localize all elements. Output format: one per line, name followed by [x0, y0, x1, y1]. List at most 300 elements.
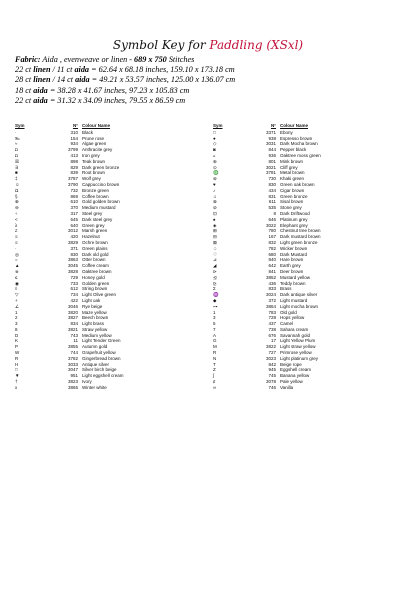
number-cell: 743	[70, 332, 78, 338]
number-cell: 3790	[67, 181, 78, 187]
colour-name-cell: Metal brown	[280, 170, 305, 176]
colour-name-cell: Maze yellow	[82, 309, 107, 315]
symbol-cell: ※	[15, 268, 19, 274]
symbol-cell: ≡	[15, 234, 18, 240]
colour-name-cell: Banana yellow	[280, 373, 310, 379]
number-cell: 839	[70, 170, 78, 176]
symbol-cell: ⊟	[213, 234, 217, 240]
table-header	[213, 123, 408, 129]
number-cell: 732	[70, 187, 78, 193]
number-cell: 372	[268, 297, 276, 303]
colour-name-cell: Light brass	[82, 321, 105, 327]
fabric-line	[15, 86, 405, 96]
symbol-cell: 2	[15, 315, 18, 321]
number-cell: 938	[268, 135, 276, 141]
colour-name-cell: Espresso brown	[280, 135, 313, 141]
number-cell: 3821	[67, 326, 78, 332]
fabric-type: aida	[74, 65, 90, 75]
colour-name-cell: Grapefruit yellow	[82, 350, 116, 356]
number-cell: 840	[268, 257, 276, 263]
number-cell: 642	[268, 263, 276, 269]
symbol-cell: ⊴	[213, 274, 217, 280]
colour-name-cell: Earth grey	[280, 263, 301, 269]
number-cell: 783	[268, 309, 276, 315]
colour-name-cell: Coffee brown	[82, 193, 109, 199]
symbol-cell: ≠	[15, 228, 18, 234]
size-text: = 38.28 x 41.67 inches, 97.23 x 105.83 cm	[47, 85, 190, 95]
number-cell: 3021	[265, 164, 276, 170]
number-cell: 3828	[67, 268, 78, 274]
symbol-cell: ◊	[15, 286, 18, 292]
colour-name-cell: Old gold	[280, 309, 297, 315]
symbol-cell: T	[213, 361, 216, 367]
colour-name-cell: Platinum grey	[280, 216, 308, 222]
number-cell: 3047	[67, 367, 78, 373]
colour-name-cell: Cliff grey	[280, 164, 298, 170]
colour-name-cell: Wicker brown	[280, 245, 308, 251]
size-text: = 31.32 x 34.09 inches, 79.55 x 86.59 cm	[47, 95, 186, 105]
number-cell: 11	[73, 338, 78, 344]
colour-name-cell: Light Tender Green	[82, 338, 121, 344]
colour-name-cell: Golden green	[82, 280, 110, 286]
symbol-cell: G	[213, 338, 217, 344]
number-cell: 436	[268, 280, 276, 286]
symbol-cell: ⊶	[213, 303, 218, 309]
number-cell: 3863	[67, 257, 78, 263]
colour-name-cell: Light Olive green	[82, 292, 117, 298]
number-cell: 728	[268, 315, 276, 321]
number-cell: 936	[268, 152, 276, 158]
symbol-cell: ‰	[15, 135, 20, 141]
symbol-cell: M	[213, 344, 217, 350]
symbol-cell: ∙	[15, 245, 17, 251]
number-cell: 782	[268, 245, 276, 251]
colour-name-cell: Green bronze	[280, 193, 308, 199]
symbol-cell: ▵	[213, 152, 216, 158]
size-text: = 62.64 x 68.18 inches, 159.10 x 173.18 cm	[89, 65, 235, 75]
number-cell: 3045	[67, 263, 78, 269]
header-sym: Sym	[213, 123, 223, 128]
number-cell: 801	[268, 158, 276, 164]
table-row	[213, 385, 408, 391]
symbol-cell: ▽	[15, 292, 19, 298]
symbol-cell: <	[15, 216, 18, 222]
colour-name-cell: Gingerbread brown	[82, 355, 121, 361]
number-cell: 3781	[265, 170, 276, 176]
colour-name-cell: Green plains	[82, 245, 108, 251]
colour-name-cell: Eggshell cream	[280, 367, 312, 373]
number-cell: 3820	[67, 309, 78, 315]
colour-name-cell: Honey gold	[82, 274, 105, 280]
number-cell: 3827	[67, 315, 78, 321]
symbol-cell: ◆	[213, 297, 217, 303]
symbol-cell: ◘	[15, 147, 18, 153]
symbol-cell: ◘	[15, 152, 18, 158]
number-cell: 842	[268, 361, 276, 367]
colour-name-cell: Oaktree moss green	[280, 152, 321, 158]
colour-name-cell: Khaki green	[280, 176, 305, 182]
symbol-cell: N	[213, 355, 217, 361]
number-cell: 640	[70, 222, 78, 228]
number-cell: 733	[70, 280, 78, 286]
colour-name-cell: Light green bronze	[280, 239, 318, 245]
fabric-line	[15, 96, 405, 106]
fabric-type: aida	[75, 75, 90, 85]
symbol-cell: ≤	[15, 274, 18, 280]
number-cell: 869	[70, 193, 78, 199]
symbol-cell: ♥	[213, 181, 216, 187]
number-cell: 535	[268, 205, 276, 211]
symbol-table-left	[15, 123, 210, 391]
colour-name-cell: Hare brown	[280, 257, 304, 263]
symbol-cell: Z	[213, 367, 216, 373]
symbol-cell: ♒	[213, 292, 219, 298]
symbol-cell: R	[15, 355, 19, 361]
number-cell: 3865	[67, 384, 78, 390]
colour-name-cell: Marsh green	[82, 228, 108, 234]
colour-name-cell: Light eggshell cream	[82, 373, 124, 379]
symbol-cell: ▲	[15, 263, 20, 269]
number-cell: 3823	[67, 379, 78, 385]
colour-name-cell: Dark Driftwood	[280, 210, 310, 216]
symbol-cell: §	[15, 193, 18, 199]
symbol-cell: ♤	[213, 245, 218, 251]
symbol-cell: ⊠	[213, 239, 217, 245]
symbol-cell: ≈	[15, 141, 18, 147]
number-cell: 612	[70, 286, 78, 292]
count-prefix: 22 ct	[15, 65, 34, 75]
number-cell: 834	[70, 321, 78, 327]
number-cell: 730	[268, 176, 276, 182]
symbol-cell: D	[15, 332, 19, 338]
colour-name-cell: Oaktree brown	[82, 268, 112, 274]
number-cell: 744	[70, 350, 78, 356]
symbol-cell: Σ	[213, 286, 216, 292]
number-cell: 3023	[265, 355, 276, 361]
colour-name-cell: Beech brown	[82, 315, 109, 321]
number-cell: 370	[70, 205, 78, 211]
symbol-cell: ∃	[15, 164, 18, 170]
symbol-cell: ♪	[213, 187, 216, 193]
fabric-type: aida	[33, 85, 48, 95]
colour-name-cell: Medium yellow	[82, 332, 112, 338]
symbol-cell: λ	[15, 222, 18, 228]
symbol-cell: Ω	[15, 187, 19, 193]
symbol-cell: †	[15, 379, 18, 385]
symbol-cell: ◢	[213, 263, 217, 269]
number-cell: 898	[70, 158, 78, 164]
symbol-cell: ♯	[213, 379, 216, 385]
colour-name-cell: Brass	[280, 286, 292, 292]
colour-name-cell: Black	[82, 129, 94, 135]
number-cell: 3787	[67, 176, 78, 182]
colour-name-cell: Hops yellow	[280, 315, 305, 321]
symbol-cell: ∞	[213, 384, 217, 390]
symbol-cell: ●	[213, 135, 216, 141]
number-cell: 833	[268, 286, 276, 292]
colour-name-cell: Straw yellow	[82, 326, 108, 332]
colour-name-cell: String brown	[82, 286, 108, 292]
colour-name-cell: Ebony	[280, 129, 293, 135]
symbol-cell: 5	[213, 321, 216, 327]
colour-name-cell: Pepper black	[280, 147, 307, 153]
number-cell: 680	[268, 251, 276, 257]
number-cell: 317	[70, 210, 78, 216]
colour-name-cell: Otter brown	[82, 257, 106, 263]
count-prefix: 28 ct	[15, 75, 34, 85]
symbol-cell: 8	[15, 326, 18, 332]
number-cell: 3799	[67, 147, 78, 153]
colour-name-cell: Wolf grey	[82, 176, 101, 182]
number-cell: 780	[268, 228, 276, 234]
colour-name-cell: Silver birch beige	[82, 367, 117, 373]
colour-name-cell: Mustard yellow	[280, 274, 311, 280]
colour-name-cell: Ochre brown	[82, 239, 108, 245]
number-cell: 611	[268, 199, 276, 205]
colour-name-cell: Cappuccino brown	[82, 181, 120, 187]
symbol-cell: 1	[15, 309, 18, 315]
colour-name-cell: Sahara cream	[280, 326, 309, 332]
colour-name-cell: Prune rose	[82, 135, 105, 141]
header-colour-name: Colour Name	[82, 123, 111, 128]
number-cell: 420	[70, 234, 78, 240]
symbol-cell: ·	[15, 129, 17, 135]
fabric-suffix: Stitches	[166, 55, 195, 64]
symbol-cell: ⊖	[15, 205, 19, 211]
number-cell: 746	[268, 384, 276, 390]
stitch-count: 689 x 750	[134, 55, 167, 64]
colour-name-cell: Pale yellow	[280, 379, 303, 385]
symbol-cell: ◉	[15, 280, 19, 286]
symbol-cell: □	[213, 129, 216, 135]
number-cell: 3012	[67, 228, 78, 234]
page-title	[0, 38, 416, 52]
symbol-cell: P	[15, 344, 19, 350]
symbol-cell: ◎	[15, 251, 19, 257]
colour-name-cell: Light mocha brown	[280, 303, 319, 309]
colour-name-cell: Dark antique silver	[280, 292, 318, 298]
colour-name-cell: Cigar brown	[280, 187, 305, 193]
symbol-cell: 1	[213, 309, 216, 315]
number-cell: 844	[268, 147, 276, 153]
title-prefix: Symbol Key for	[112, 38, 210, 52]
symbol-cell: ∠	[15, 303, 20, 309]
colour-name-cell: Elephant grey	[280, 222, 308, 228]
symbol-cell: ÷	[15, 210, 18, 216]
colour-name-cell: Autumn gold	[82, 344, 108, 350]
symbol-cell: □	[15, 367, 18, 373]
number-cell: 3078	[265, 379, 276, 385]
number-cell: 3022	[265, 222, 276, 228]
colour-name-cell: Dark Mocha brown	[280, 141, 318, 147]
number-cell: 841	[268, 268, 276, 274]
header-number: N°	[72, 123, 78, 128]
symbol-cell: ⊛	[213, 158, 217, 164]
colour-name-cell: Winter white	[82, 384, 107, 390]
symbol-cell: 7	[213, 326, 216, 332]
colour-name-cell: Dark green bronze	[82, 164, 120, 170]
symbol-cell: ≡	[15, 239, 18, 245]
number-cell: 154	[70, 135, 78, 141]
colour-name-cell: Chestnut tree brown	[280, 228, 321, 234]
number-cell: 729	[70, 274, 78, 280]
size-text: = 49.21 x 53.57 inches, 125.00 x 136.07 cm	[89, 75, 236, 85]
symbol-cell: W	[15, 350, 20, 356]
symbol-cell: ◇	[213, 141, 217, 147]
header-number: N°	[270, 123, 276, 128]
number-cell: 167	[268, 234, 276, 240]
number-cell: 8	[273, 210, 276, 216]
symbol-cell: ♫	[213, 193, 217, 199]
colour-name-cell: Sisal brown	[280, 199, 304, 205]
number-cell: 3829	[67, 239, 78, 245]
colour-name-cell: Antique silver	[82, 361, 110, 367]
colour-name-cell: Iron grey	[82, 152, 100, 158]
colour-name-cell: Stone grey	[280, 205, 302, 211]
symbol-cell: ◈	[213, 222, 217, 228]
number-cell: 734	[70, 292, 78, 298]
count-prefix: 22 ct	[15, 95, 34, 105]
colour-name-cell: Coffee cream	[82, 263, 109, 269]
symbol-cell: ☒	[15, 158, 20, 164]
fabric-line	[15, 65, 405, 75]
symbol-cell: ♡	[213, 251, 218, 257]
number-cell: 832	[268, 239, 276, 245]
symbol-cell: ⊡	[213, 210, 217, 216]
symbol-cell: ⊘	[213, 205, 217, 211]
number-cell: 413	[70, 152, 78, 158]
colour-name-cell: Light Yellow Plum	[280, 338, 316, 344]
number-cell: 745	[268, 373, 276, 379]
number-cell: 3033	[67, 361, 78, 367]
symbol-cell: A	[213, 332, 217, 338]
number-cell: 645	[70, 216, 78, 222]
symbol-cell: K	[15, 338, 19, 344]
symbol-cell: ‡	[15, 176, 18, 182]
number-cell: 610	[70, 199, 78, 205]
number-cell: 3864	[265, 303, 276, 309]
colour-name-cell: Ivory	[82, 379, 92, 385]
colour-name-cell: Primrose yellow	[280, 350, 312, 356]
fabric-info	[15, 55, 405, 106]
number-cell: 422	[70, 297, 78, 303]
symbol-cell: x	[15, 384, 18, 390]
colour-name-cell: Dark Mustard	[280, 251, 308, 257]
fabric-type: aida	[33, 95, 48, 105]
symbol-cell: ʃ	[213, 373, 214, 379]
number-cell: 951	[70, 373, 78, 379]
colour-name-cell: Deer brown	[280, 268, 304, 274]
symbol-cell: ☺	[15, 181, 20, 187]
header-colour-name: Colour Name	[280, 123, 309, 128]
colour-name-cell: Savannah gold	[280, 332, 311, 338]
colour-name-cell: Light platinum grey	[280, 355, 319, 361]
colour-name-cell: Camel	[280, 321, 294, 327]
symbol-cell: ⊗	[213, 199, 217, 205]
number-cell: 830	[70, 251, 78, 257]
fabric-text: Aida , evenweave or linen -	[40, 55, 135, 64]
number-cell: 945	[268, 367, 276, 373]
colour-name-cell: Gold golden brown	[82, 199, 120, 205]
symbol-cell: H	[15, 361, 19, 367]
colour-name-cell: Green oak brown	[280, 181, 315, 187]
fabric-type: linen	[33, 65, 51, 75]
symbol-cell: =	[15, 257, 18, 263]
number-cell: 310	[70, 129, 78, 135]
colour-name-cell: Beige rope	[280, 361, 302, 367]
number-cell: 3024	[265, 292, 276, 298]
header-sym: Sym	[15, 123, 25, 128]
symbol-cell: 3	[213, 315, 216, 321]
count-mid: / 11 ct	[50, 65, 75, 75]
colour-name-cell: Algae green	[82, 141, 107, 147]
count-mid: / 14 ct	[50, 75, 76, 85]
number-cell: 437	[268, 321, 276, 327]
symbol-cell: ⊳	[213, 268, 217, 274]
colour-name-cell: Light oak	[82, 297, 101, 303]
number-cell: 738	[268, 326, 276, 332]
symbol-cell: ⊵	[213, 280, 217, 286]
colour-name-cell: Teddy brown	[280, 280, 306, 286]
number-cell: 3855	[67, 344, 78, 350]
colour-name-cell: Light straw yellow	[280, 344, 316, 350]
fabric-type: linen	[33, 75, 51, 85]
colour-name-cell: Medium mustard	[82, 205, 116, 211]
number-cell: 3822	[265, 344, 276, 350]
table-header	[15, 123, 210, 129]
number-cell: 831	[268, 193, 276, 199]
symbol-cell: ◙	[213, 147, 216, 153]
symbol-cell: ■	[15, 170, 18, 176]
number-cell: 434	[268, 187, 276, 193]
number-cell: 646	[268, 216, 276, 222]
colour-name-cell: Mink brown	[280, 158, 304, 164]
colour-name-cell: Bronze green	[82, 187, 110, 193]
colour-name-cell: Green grey	[82, 222, 105, 228]
colour-name-cell: Dark old gold	[82, 251, 109, 257]
symbol-cell: R	[213, 350, 217, 356]
number-cell: 3782	[67, 355, 78, 361]
symbol-cell: ♎	[213, 170, 219, 176]
colour-name-cell: Hazelnut	[82, 234, 100, 240]
colour-name-cell: Dark steel grey	[82, 216, 113, 222]
count-prefix: 18 ct	[15, 85, 34, 95]
symbol-table-right	[213, 123, 408, 391]
symbol-cell: ⊿	[213, 257, 217, 263]
fabric-label: Fabric:	[15, 55, 41, 64]
number-cell: 3031	[265, 141, 276, 147]
colour-name-cell: Dark mustard brown	[280, 234, 321, 240]
colour-name-cell: Steel grey	[82, 210, 103, 216]
number-cell: 676	[268, 332, 276, 338]
colour-name-cell: Teak brown	[82, 158, 106, 164]
number-cell: 829	[70, 164, 78, 170]
symbol-cell: ▼	[15, 373, 20, 379]
number-cell: 934	[70, 141, 78, 147]
number-cell: 830	[268, 181, 276, 187]
number-cell: 17	[270, 338, 276, 344]
fabric-line	[15, 55, 405, 65]
colour-name-cell: Root brown	[82, 170, 106, 176]
number-cell: 3371	[265, 129, 276, 135]
number-cell: 727	[268, 350, 276, 356]
symbol-cell: ♠	[213, 216, 216, 222]
title-pattern-name: Paddling (XSxl)	[209, 38, 304, 52]
symbol-cell: +	[15, 297, 18, 303]
colour-name-cell: Vanilla	[280, 384, 294, 390]
number-cell: 3046	[67, 303, 78, 309]
fabric-line	[15, 75, 405, 85]
